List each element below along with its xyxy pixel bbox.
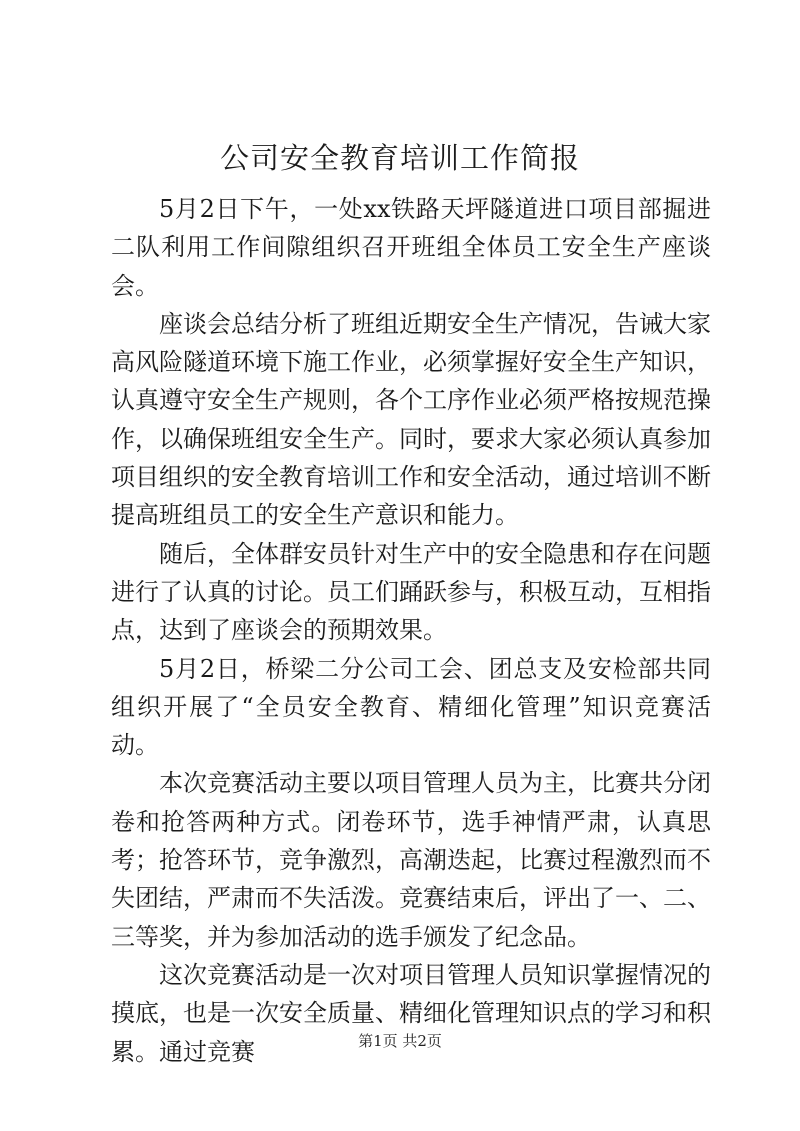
paragraph-6: 这次竞赛活动是一次对项目管理人员知识掌握情况的摸底，也是一次安全质量、精细化管理知识点的学习和积累。通过竞赛 (111, 960, 711, 1066)
page-number-footer: 第1页 共2页 (358, 1032, 442, 1050)
paragraph-4: 5月2日，桥梁二分公司工会、团总支及安检部共同组织开展了“全员安全教育、精细化管理”知识竞赛活动。 (111, 654, 711, 760)
paragraph-3: 随后，全体群安员针对生产中的安全隐患和存在问题进行了认真的讨论。员工们踊跃参与，积极互动，互相指点，达到了座谈会的预期效果。 (111, 539, 711, 645)
paragraph-5: 本次竞赛活动主要以项目管理人员为主，比赛共分闭卷和抢答两种方式。闭卷环节，选手神情严肃，认真思考；抢答环节，竞争激烈，高潮迭起，比赛过程激烈而不失团结，严肃而不失活泼。竞赛结束后，评出了一、二、三等奖，并为参加活动的选手颁发了纪念品。 (111, 769, 711, 951)
document-title: 公司安全教育培训工作简报 (219, 141, 580, 175)
document-body (111, 190, 711, 1071)
paragraph-1: 5月2日下午，一处xx铁路天坪隧道进口项目部掘进二队利用工作间隙组织召开班组全体员工安全生产座谈会。 (111, 195, 711, 300)
paragraph-2: 座谈会总结分析了班组近期安全生产情况，告诫大家高风险隧道环境下施工作业，必须掌握好安全生产知识，认真遵守安全生产规则，各个工序作业必须严格按规范操作，以确保班组安全生产。同时，要求大家必须认真参加项目组织的安全教育培训工作和安全活动，通过培训不断提高班组员工的安全生产意识和能力。 (111, 309, 711, 530)
